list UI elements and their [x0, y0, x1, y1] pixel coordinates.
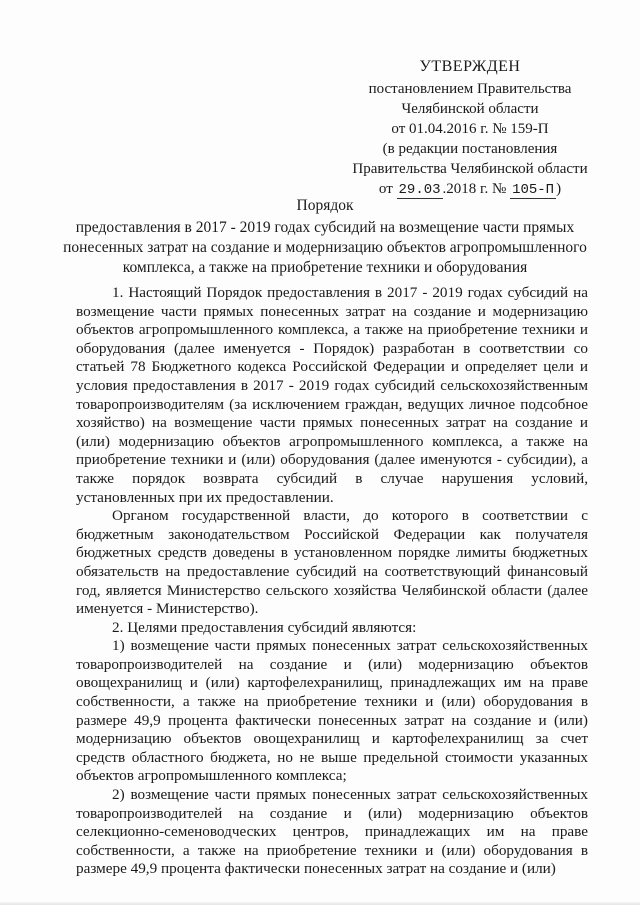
paragraph-4: 1) возмещение части прямых понесенных затрат сельскохозяйственных товаропроизводителей на создание и (или) модернизацию объектов овощехранилищ и (или) картофелехранилищ, принадлежащих им на праве собственности, а также на приобретение техники и (или) оборудования в размере 49,9 процента фактически понесенных затрат на создание и (или) модернизацию объектов овощехранилищ и картофелехранилищ за счет средств областного бюджета, но не выше предельной стоимости указанных объектов агропромышленного комплекса; — [76, 637, 588, 785]
approval-date-fill: 29.03 — [398, 182, 441, 198]
paragraph-5: 2) возмещение части прямых понесенных затрат сельскохозяйственных товаропроизводителей на создание и (или) модернизацию объектов селекционно-семеноводческих центров, принадлежащих им на праве собственности, а также на приобретение техники и (или) оборудования в размере 49,9 процента фактически понесенных затрат на создание и (или) — [76, 786, 588, 878]
paragraph-1: 1. Настоящий Порядок предоставления в 2017 - 2019 годах субсидий на возмещение части прямых понесенных затрат на создание и модернизацию объектов агропромышленного комплекса, а также на приобретение техники и оборудования (далее именуется - Порядок) разработан в соответствии со статьей 78 Бюджетного кодекса Российской Федерации и определяет цели и условия предоставления в 2017 - 2019 годах субсидий сельскохозяйственным товаропроизводителям (за исключением граждан, ведущих личное подсобное хозяйство) на возмещение части прямых понесенных затрат на создание и (или) модернизацию объектов агропромышленного комплекса, а также на приобретение техники и (или) оборудования (далее именуются - субсидии), а также порядок возврата субсидий в случае нарушения условий, установленных при их предоставлении. — [76, 284, 588, 506]
approval-date-middle: .2018 г. № — [442, 181, 507, 197]
document-title-block — [60, 196, 590, 278]
approval-date-suffix: ) — [556, 181, 562, 197]
document-subtitle: предоставления в 2017 - 2019 годах субсидий на возмещение части прямых понесенных затрат на создание и модернизацию объектов агропромышленного комплекса, а также на приобретение техники и оборудования — [63, 219, 587, 276]
approval-line-3: от 01.04.2016 г. № 159-П — [391, 121, 549, 137]
approval-title: УТВЕРЖДЕН — [419, 58, 521, 75]
approval-block — [340, 57, 600, 200]
paragraph-3: 2. Целями предоставления субсидий являются: — [112, 618, 417, 636]
approval-date-prefix: от — [378, 181, 393, 197]
approval-line-2: Челябинской области — [401, 101, 539, 117]
document-body — [76, 284, 588, 879]
approval-line-5: Правительства Челябинской области — [352, 161, 588, 177]
document-heading: Порядок — [296, 197, 354, 214]
paragraph-2: Органом государственной власти, до которого в соответствии с бюджетным законодательством Российской Федерации как получателя бюджетных средств доведены в установленном порядке лимиты бюджетных обязательств на предоставление субсидий на соответствующий финансовый год, является Министерство сельского хозяйства Челябинской области (далее именуется - Министерство). — [76, 507, 588, 618]
approval-number-fill: 105-П — [512, 182, 555, 198]
approval-line-1: постановлением Правительства — [368, 81, 572, 97]
approval-line-4: (в редакции постановления — [382, 141, 558, 157]
